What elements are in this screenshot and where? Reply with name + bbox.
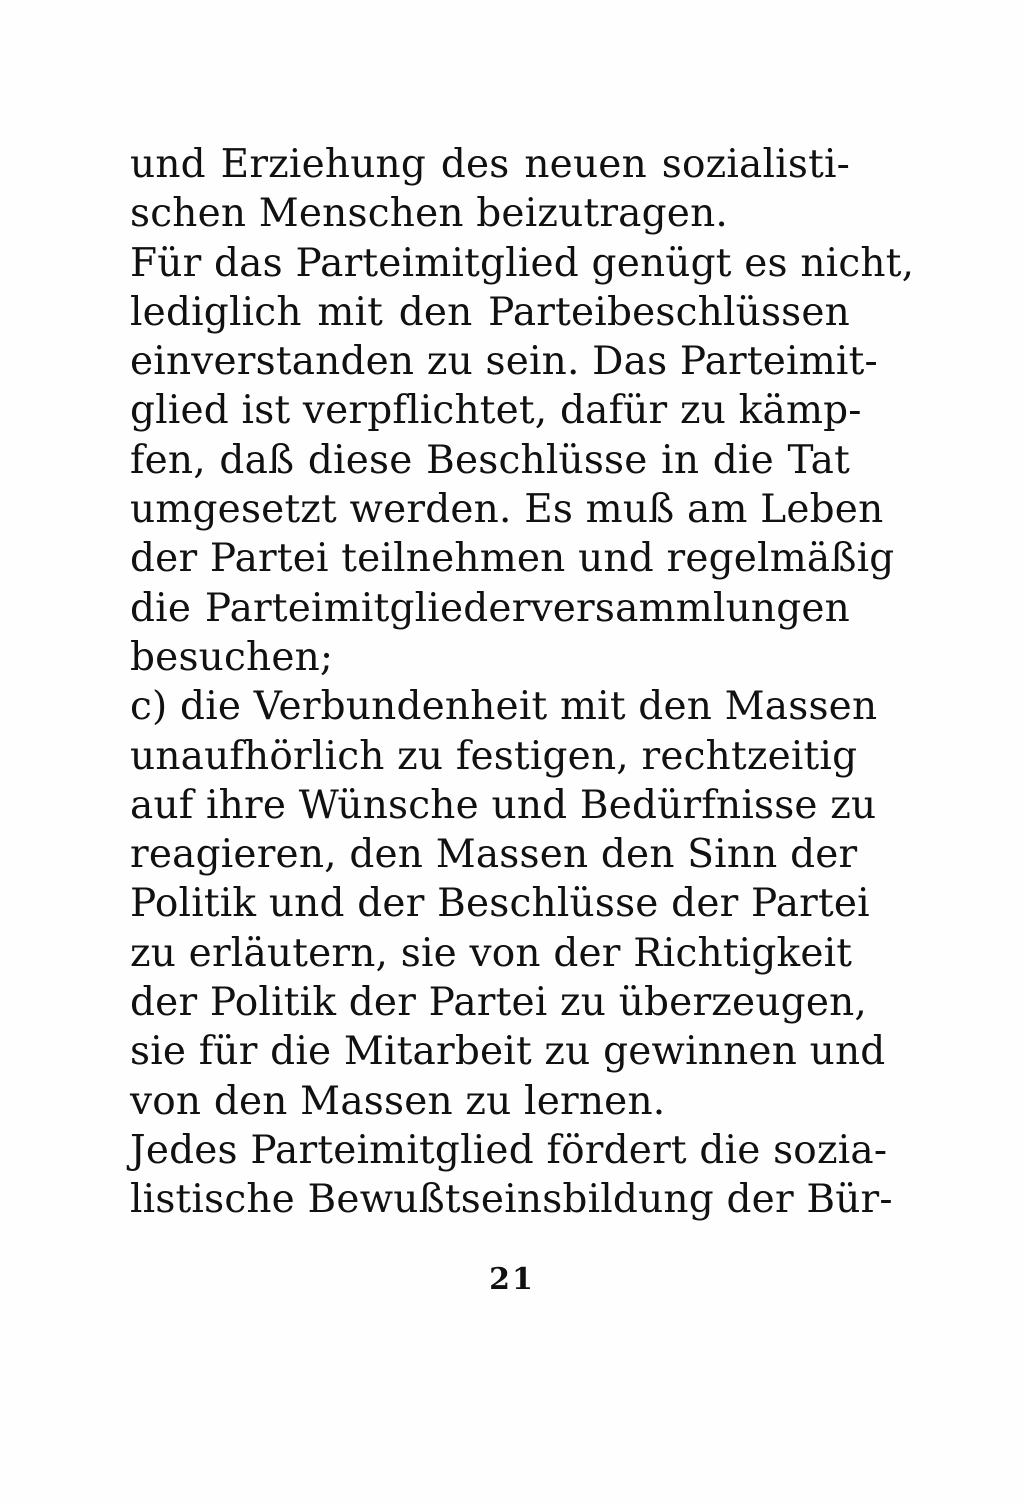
text-line: reagieren, den Massen den Sinn der	[130, 832, 858, 878]
page-number: 21	[489, 1262, 535, 1297]
text-line: lediglich mit den Parteibeschlüssen	[130, 289, 850, 335]
text-line: c) die Verbundenheit mit den Massen	[130, 684, 878, 730]
text-line: unaufhörlich zu festigen, rechtzeitig	[130, 733, 858, 779]
text-line: der Politik der Partei zu überzeugen,	[130, 980, 868, 1026]
body-text	[130, 140, 915, 1225]
text-line: listische Bewußtseinsbildung der Bür-	[130, 1177, 893, 1223]
text-line: Jedes Parteimitglied fördert die sozia-	[130, 1127, 888, 1173]
text-line: Für das Parteimitglied genügt es nicht,	[130, 240, 915, 286]
text-line: und Erziehung des neuen sozialisti-	[130, 142, 850, 187]
text-line: der Partei teilnehmen und regelmäßig	[130, 536, 895, 582]
text-line: besuchen;	[130, 634, 334, 680]
text-line: umgesetzt werden. Es muß am Leben	[130, 487, 884, 533]
text-line: glied ist verpflichtet, dafür zu kämp-	[130, 388, 862, 434]
text-line: auf ihre Wünsche und Bedürfnisse zu	[130, 782, 877, 828]
text-line: einverstanden zu sein. Das Parteimit-	[130, 339, 878, 385]
text-line: die Parteimitgliederversammlungen	[130, 585, 850, 631]
text-line: fen, daß diese Beschlüsse in die Tat	[130, 437, 850, 483]
text-line: zu erläutern, sie von der Richtigkeit	[130, 930, 853, 976]
text-line: Politik und der Beschlüsse der Partei	[130, 881, 870, 927]
text-line: schen Menschen beizutragen.	[130, 191, 728, 237]
text-line: von den Massen zu lernen.	[130, 1078, 666, 1124]
text-line: sie für die Mitarbeit zu gewinnen und	[130, 1029, 886, 1075]
